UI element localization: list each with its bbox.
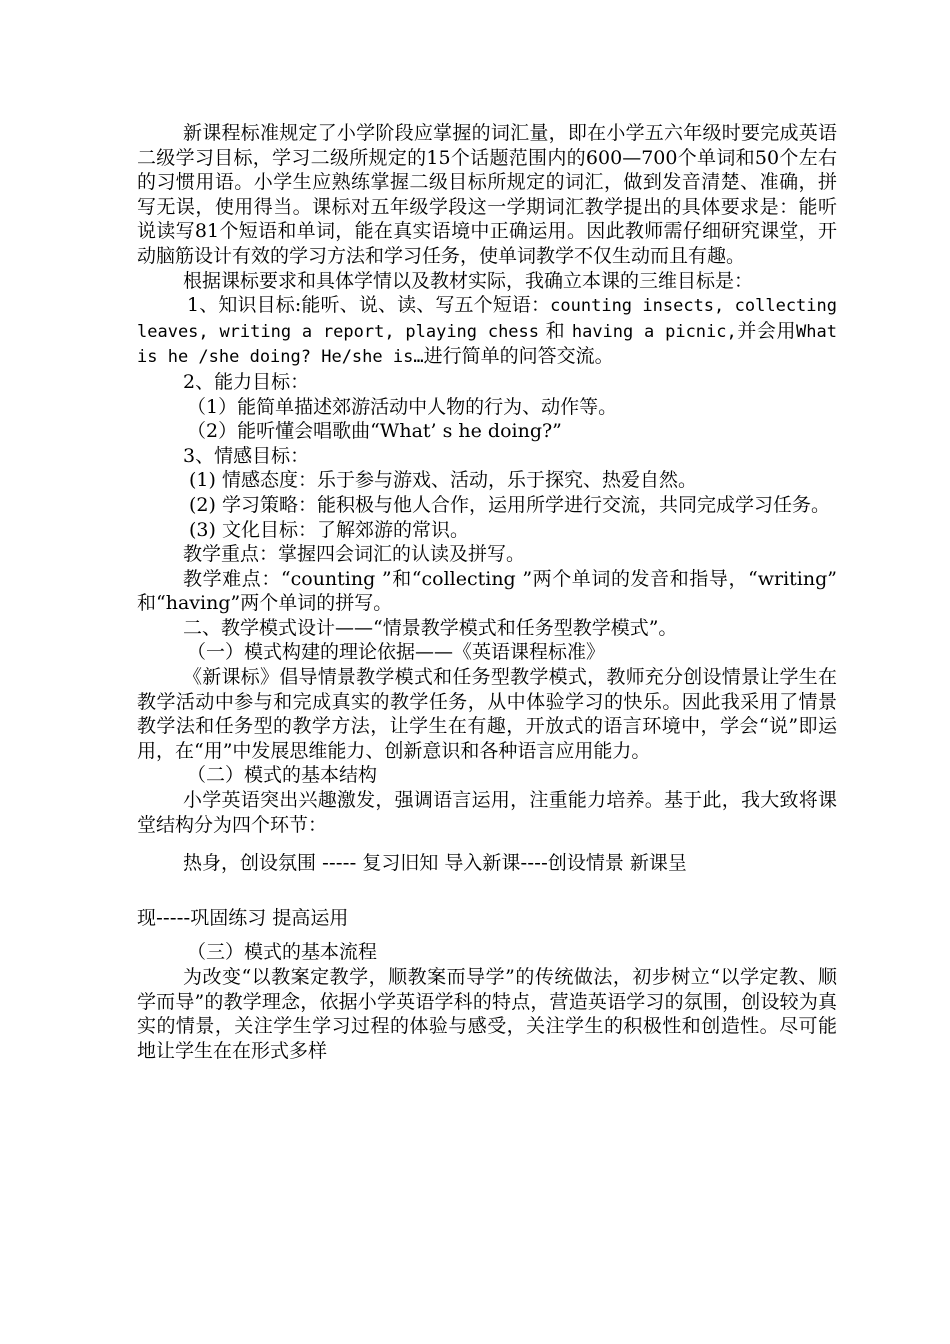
emotion-goal-item-3: (3) 文化目标：了解郊游的常识。	[189, 518, 469, 541]
ability-goal-item-2: （2）能听懂会唱歌曲“What’ s he doing?”	[187, 420, 562, 443]
section-heading-teaching-model: 二、教学模式设计——“情景教学模式和任务型教学模式”。	[183, 616, 678, 639]
heading-ability-goal: 2、能力目标：	[183, 370, 310, 393]
document-body	[137, 121, 837, 1063]
paragraph-three-dimensional-goals: 根据课标要求和具体学情以及教材实际，我确立本课的三维目标是：	[183, 269, 754, 292]
subsection-heading-structure: （二）模式的基本结构	[187, 764, 378, 787]
subsection-heading-theory: （一）模式构建的理论依据——《英语课程标准》	[187, 641, 606, 664]
flow-line-2: 现-----巩固练习 提高运用	[137, 906, 349, 929]
ability-goal-item-1: （1）能简单描述郊游活动中人物的行为、动作等。	[187, 395, 618, 418]
knowledge-goal-prefix: 1、知识目标:能听、说、读、写五个短语：	[187, 294, 551, 317]
paragraph-vocabulary-standard: 新课程标准规定了小学阶段应掌握的词汇量，即在小学五六年级时要完成英语二级学习目标，学习二级所规定的15个话题范围内的600—700个单词和50个左右的习惯用语。小学生应熟练掌握二级目标所规定的词汇，做到发音清楚、准确，拼写无误，使用得当。课标对五年级学段这一学期词汇教学提出的具体要求是：能听说读写81个短语和单词，能在真实语境中正确运用。因此教师需仔细研究课堂，开动脑筋设计有效的学习方法和学习任务，使单词教学不仅生动而且有趣。	[137, 122, 837, 267]
knowledge-goal-last-phrase: having a picnic,	[571, 321, 737, 342]
heading-emotion-goal: 3、情感目标：	[183, 444, 310, 467]
teaching-difficulty: 教学难点：“counting ”和“collecting ”两个单词的发音和指导，“writing” 和“having”两个单词的拼写。	[137, 567, 837, 615]
paragraph-structure-intro: 小学英语突出兴趣激发，强调语言运用，注重能力培养。基于此，我大致将课堂结构分为四个环节：	[137, 789, 837, 836]
paragraph-new-curriculum: 《新课标》倡导情景教学模式和任务型教学模式，教师充分创设情景让学生在教学活动中参与和完成真实的教学任务，从中体验学习的快乐。因此我采用了情景教学法和任务型的教学方法，让学生在有趣，开放式的语言环境中，学会“说”即运用，在“用”中发展思维能力、创新意识和各种语言应用能力。	[137, 666, 837, 762]
emotion-goal-item-1: (1) 情感态度：乐于参与游戏、活动，乐于探究、热爱自然。	[189, 469, 697, 492]
knowledge-goal-suffix: 进行简单的问答交流。	[423, 345, 614, 368]
paragraph-knowledge-goal	[137, 293, 837, 370]
teaching-key-point: 教学重点：掌握四会词汇的认读及拼写。	[183, 543, 526, 566]
knowledge-goal-question: What is he /she doing? He/she is…	[137, 321, 837, 368]
subsection-heading-process: （三）模式的基本流程	[187, 941, 378, 964]
emotion-goal-item-2: (2) 学习策略：能积极与他人合作，运用所学进行交流，共同完成学习任务。	[189, 493, 830, 516]
knowledge-goal-mid: 并会用	[736, 319, 797, 342]
knowledge-goal-and: 和	[545, 319, 566, 342]
paragraph-process: 为改变“以教案定教学，顺教案而导学”的传统做法，初步树立“以学定教、顺学而导”的教学理念，依据小学英语学科的特点，营造英语学习的氛围，创设较为真实的情景，关注学生学习过程的体验与感受，关注学生的积极性和创造性。尽可能地让学生在在形式多样	[137, 966, 837, 1062]
knowledge-goal-phrases: counting insects, collecting leaves, writing a report, playing chess	[137, 296, 837, 342]
flow-line-1: 热身，创设氛围 ----- 复习旧知 导入新课----创设情景 新课呈	[183, 852, 687, 875]
